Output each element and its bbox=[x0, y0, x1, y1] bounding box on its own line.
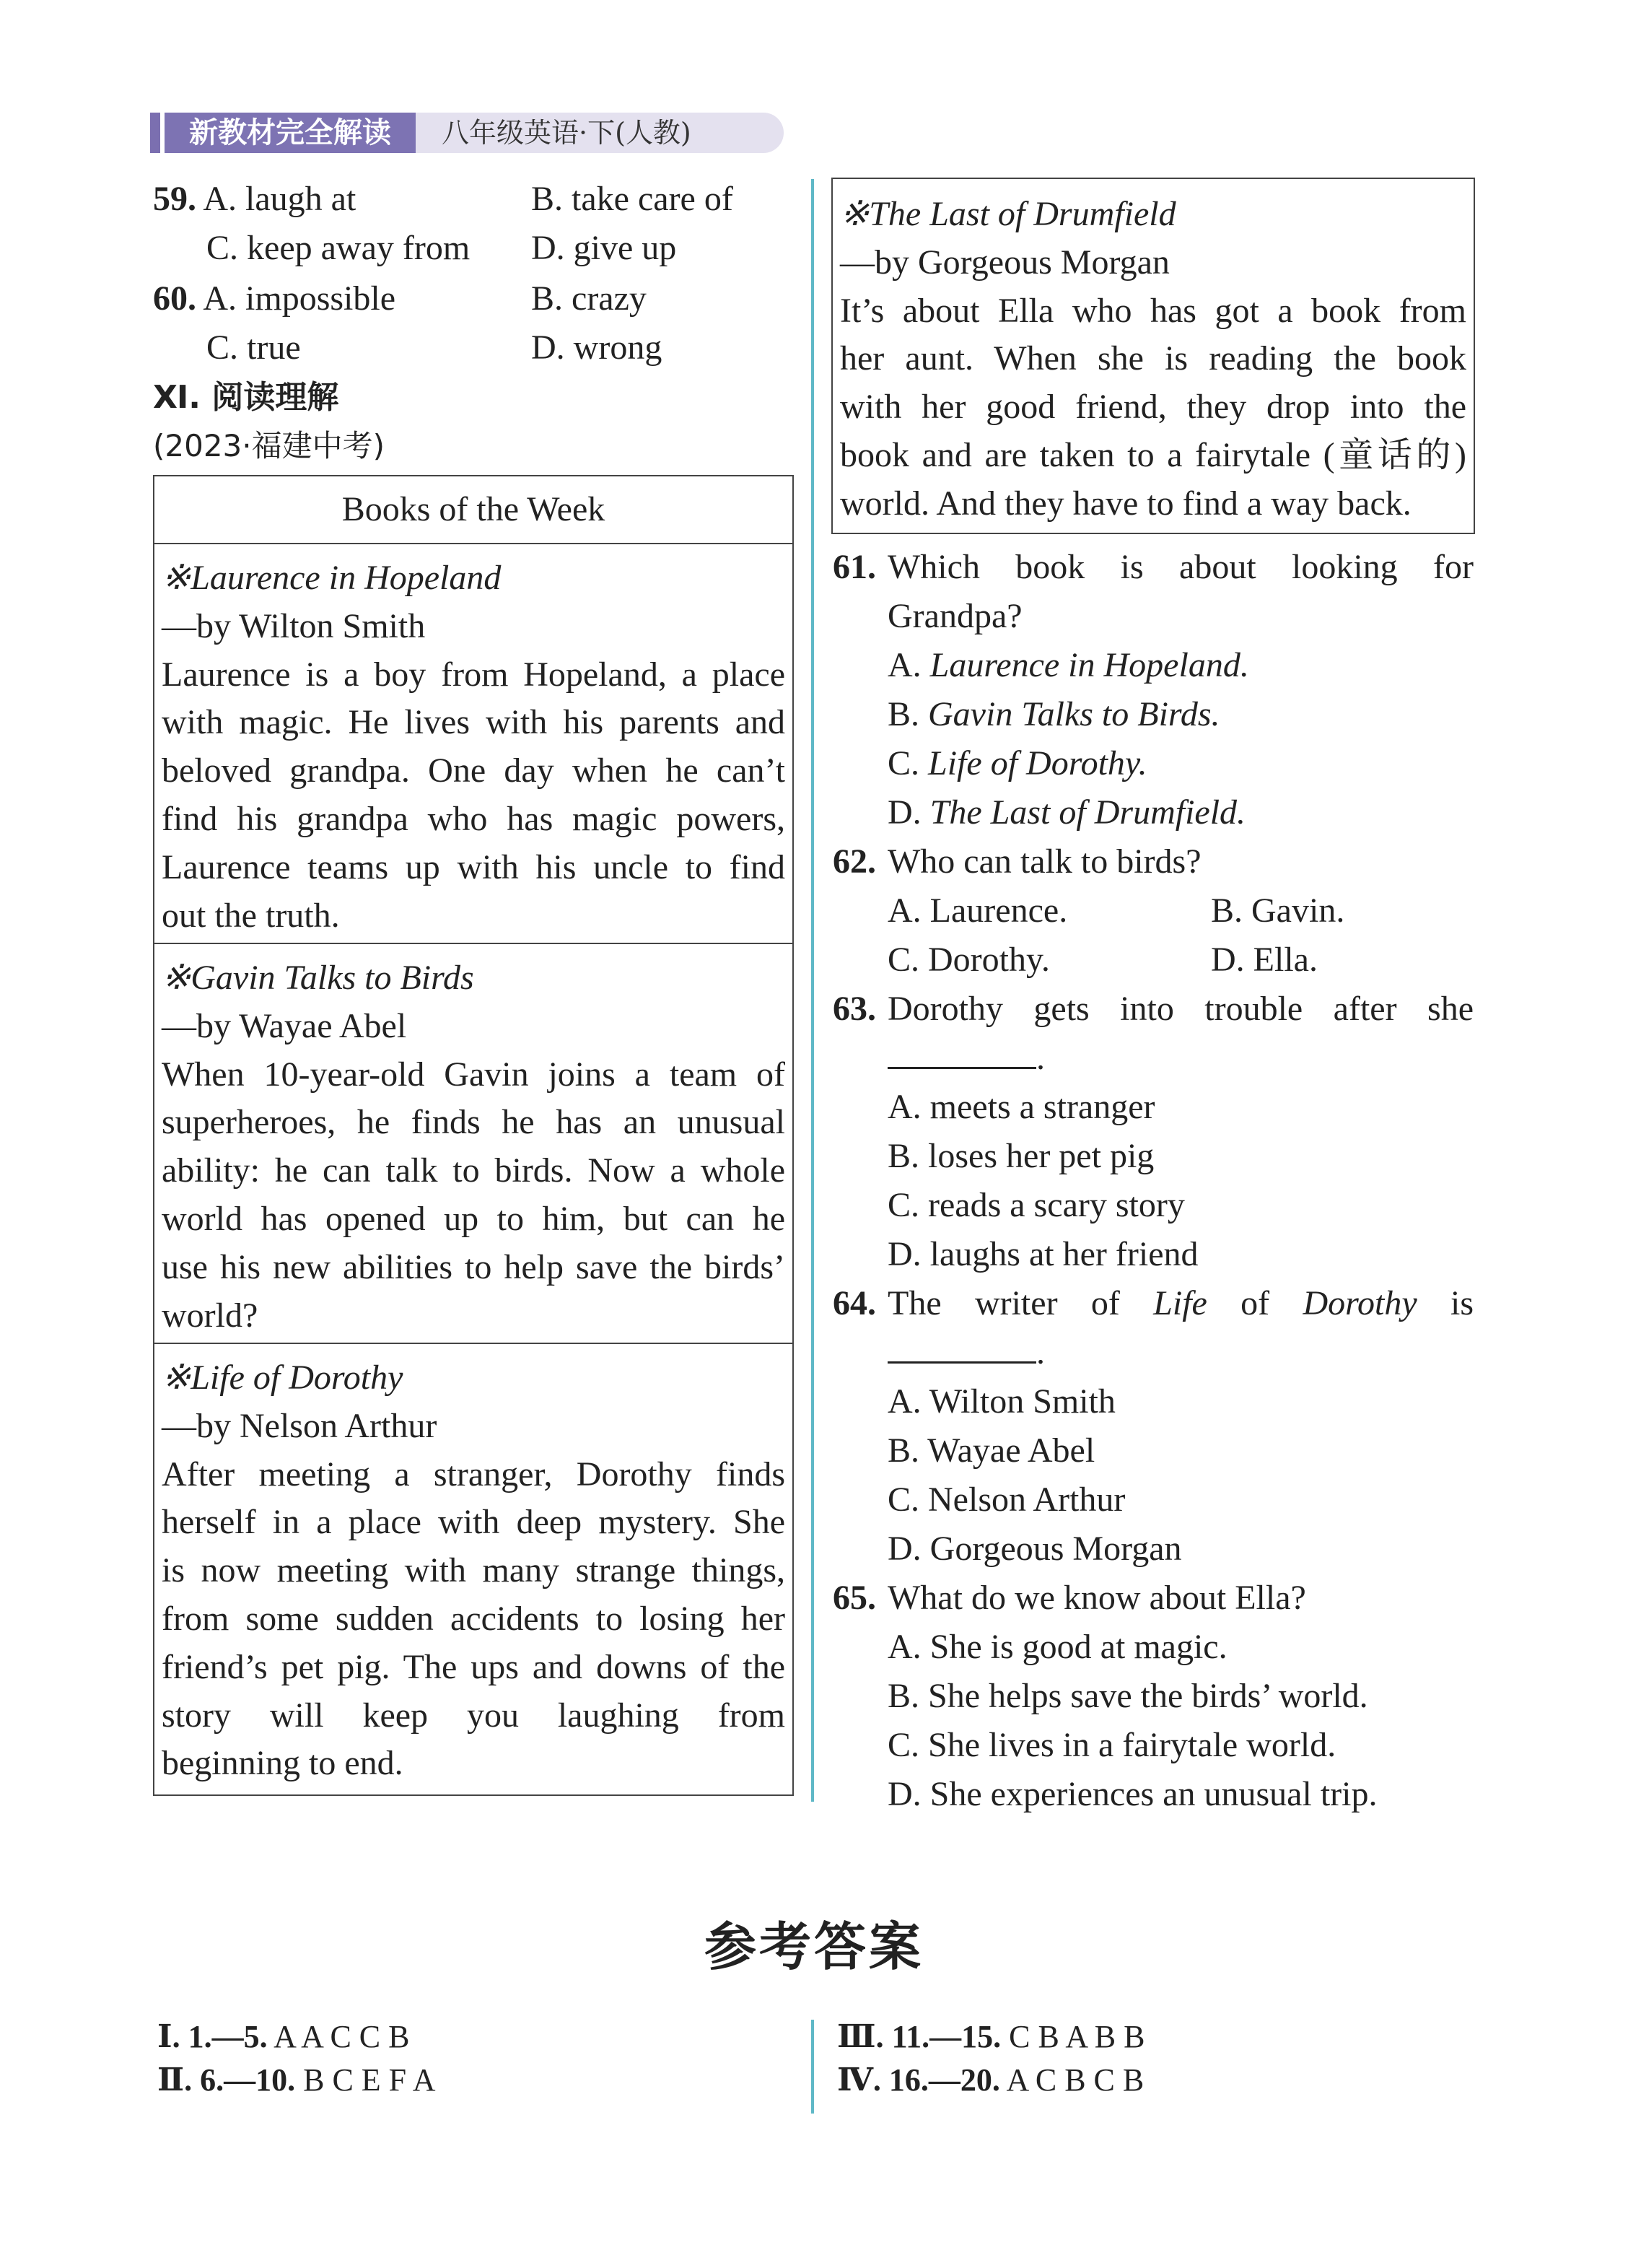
answer-line: Ⅱ. 6.—10. B C E F A bbox=[157, 2062, 436, 2098]
q62-option-b: B. Gavin. bbox=[1211, 891, 1345, 930]
q60-option-a: A. impossible bbox=[203, 279, 396, 318]
q64-option-b: B. Wayae Abel bbox=[888, 1431, 1095, 1470]
q65-option-d: D. She experiences an unusual trip. bbox=[888, 1775, 1378, 1813]
answers-divider bbox=[811, 2020, 814, 2114]
answer-line: Ⅰ. 1.—5. A A C C B bbox=[157, 2019, 410, 2054]
q61-stem-line: Which book is about looking for bbox=[888, 548, 1474, 586]
q61-number: 61. bbox=[833, 548, 876, 586]
book-desc-line: Laurence teams up with his uncle to find bbox=[162, 847, 785, 886]
q64-option-c: C. Nelson Arthur bbox=[888, 1480, 1126, 1519]
q63-blank: . bbox=[888, 1034, 1045, 1082]
book-author: —by Wayae Abel bbox=[162, 1006, 407, 1045]
book-desc-line: world? bbox=[162, 1296, 258, 1335]
q61-option-a: A. Laurence in Hopeland. bbox=[888, 646, 1249, 684]
q62-option-c: C. Dorothy. bbox=[888, 941, 1050, 979]
book-title: ※Laurence in Hopeland bbox=[162, 559, 502, 597]
header-subtitle: 八年级英语·下(人教) bbox=[408, 113, 784, 153]
q65-option-b: B. She helps save the birds’ world. bbox=[888, 1677, 1368, 1715]
book-desc-line: is now meeting with many strange things, bbox=[162, 1551, 785, 1590]
q59-option-d: D. give up bbox=[531, 229, 677, 267]
q62-option-a: A. Laurence. bbox=[888, 891, 1068, 930]
q59-option-c: C. keep away from bbox=[206, 229, 471, 267]
table-heading: Books of the Week bbox=[341, 490, 605, 528]
q59-option-a: A. laugh at bbox=[203, 180, 356, 218]
book-desc-line: story will keep you laughing from bbox=[162, 1696, 785, 1735]
book-desc-line: world. And they have to find a way back. bbox=[840, 484, 1412, 523]
book-desc-line: friend’s pet pig. The ups and downs of the bbox=[162, 1647, 785, 1686]
q62-option-d: D. Ella. bbox=[1211, 941, 1318, 979]
book-title: ※Life of Dorothy bbox=[162, 1358, 403, 1397]
book-desc-line: beginning to end. bbox=[162, 1744, 403, 1783]
q63-option-a: A. meets a stranger bbox=[888, 1088, 1155, 1126]
q63-number: 63. bbox=[833, 990, 876, 1028]
q61-option-c: C. Life of Dorothy. bbox=[888, 744, 1147, 782]
header-accent-bar bbox=[150, 113, 160, 153]
answer-line: Ⅳ. 16.—20. A C B C B bbox=[837, 2062, 1145, 2098]
book-desc-line: beloved grandpa. One day when he can’t bbox=[162, 751, 785, 790]
book-desc-line: use his new abilities to help save the birds’ bbox=[162, 1247, 785, 1286]
q64-stem: The writer of Life of Dorothy is bbox=[888, 1284, 1474, 1322]
book-title: ※Gavin Talks to Birds bbox=[162, 959, 474, 997]
q60-option-c: C. true bbox=[206, 328, 301, 367]
table-heading-cell bbox=[153, 475, 794, 544]
book-desc-line: herself in a place with deep mystery. She bbox=[162, 1503, 785, 1542]
book-card-laurence bbox=[153, 543, 794, 944]
q62-number: 62. bbox=[833, 842, 876, 881]
q65-option-c: C. She lives in a fairytale world. bbox=[888, 1726, 1336, 1764]
book-desc-line: It’s about Ella who has got a book from bbox=[840, 291, 1466, 330]
book-card-drumfield bbox=[831, 178, 1475, 534]
q65-number: 65. bbox=[833, 1579, 876, 1617]
book-author: —by Nelson Arthur bbox=[162, 1406, 437, 1445]
q61-option-d: D. The Last of Drumfield. bbox=[888, 793, 1246, 832]
book-desc-line: find his grandpa who has magic powers, bbox=[162, 799, 785, 838]
q61-option-b: B. Gavin Talks to Birds. bbox=[888, 695, 1220, 733]
question-60: 60. A. impossible bbox=[153, 279, 396, 318]
book-desc-line: with magic. He lives with his parents and bbox=[162, 703, 785, 742]
book-desc-line: After meeting a stranger, Dorothy finds bbox=[162, 1454, 785, 1493]
book-desc-line: When 10-year-old Gavin joins a team of bbox=[162, 1055, 785, 1094]
book-author: —by Wilton Smith bbox=[162, 606, 426, 645]
book-desc-line: Laurence is a boy from Hopeland, a place bbox=[162, 655, 785, 694]
q64-number: 64. bbox=[833, 1284, 876, 1322]
book-desc-line: superheroes, he finds he has an unusual bbox=[162, 1103, 785, 1142]
q63-option-d: D. laughs at her friend bbox=[888, 1235, 1199, 1273]
book-author: —by Gorgeous Morgan bbox=[840, 243, 1170, 282]
q60-option-b: B. crazy bbox=[531, 279, 647, 318]
book-desc-line: out the truth. bbox=[162, 896, 340, 935]
header-brand: 新教材完全解读 bbox=[165, 113, 416, 153]
q64-option-d: D. Gorgeous Morgan bbox=[888, 1530, 1182, 1568]
q63-option-b: B. loses her pet pig bbox=[888, 1137, 1155, 1175]
answer-line: Ⅲ. 11.—15. C B A B B bbox=[837, 2019, 1145, 2054]
q65-option-a: A. She is good at magic. bbox=[888, 1628, 1227, 1666]
section-title: Ⅺ. 阅读理解 bbox=[153, 379, 339, 416]
book-card-gavin bbox=[153, 943, 794, 1344]
book-desc-line: ability: he can talk to birds. Now a whole bbox=[162, 1151, 785, 1190]
q65-stem: What do we know about Ella? bbox=[888, 1579, 1306, 1617]
q62-stem: Who can talk to birds? bbox=[888, 842, 1202, 881]
q63-option-c: C. reads a scary story bbox=[888, 1186, 1185, 1224]
book-card-dorothy bbox=[153, 1343, 794, 1796]
q61-stem-line: Grandpa? bbox=[888, 597, 1023, 635]
question-59: 59. A. laugh at bbox=[153, 180, 356, 218]
book-desc-line: her aunt. When she is reading the book bbox=[840, 339, 1466, 378]
book-desc-line: world has opened up to him, but can he bbox=[162, 1199, 785, 1238]
q63-stem: Dorothy gets into trouble after she bbox=[888, 990, 1474, 1028]
answers-title: 参考答案 bbox=[704, 1916, 924, 1977]
book-title: ※The Last of Drumfield bbox=[840, 195, 1176, 233]
book-desc-line: from some sudden accidents to losing her bbox=[162, 1599, 785, 1638]
book-desc-line: book and are taken to a fairytale (童话的) bbox=[840, 435, 1466, 474]
column-divider bbox=[811, 179, 814, 1802]
q64-option-a: A. Wilton Smith bbox=[888, 1382, 1116, 1421]
section-source: (2023·福建中考) bbox=[153, 428, 385, 463]
book-desc-line: with her good friend, they drop into the bbox=[840, 388, 1466, 427]
q60-option-d: D. wrong bbox=[531, 328, 662, 367]
q59-option-b: B. take care of bbox=[531, 180, 733, 218]
q64-blank: . bbox=[888, 1328, 1045, 1377]
